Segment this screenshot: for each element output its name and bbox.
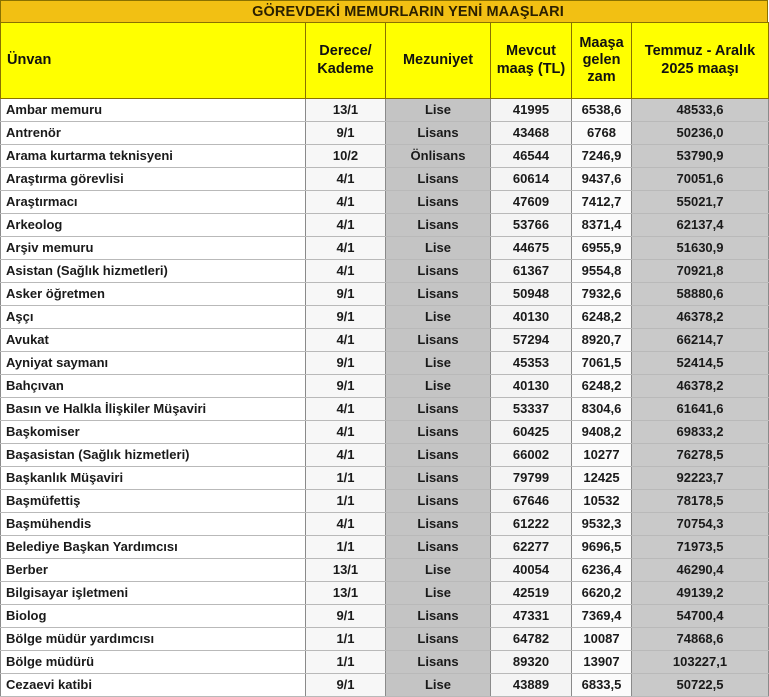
cell-yeni-maas: 71973,5 [632, 536, 769, 559]
cell-mevcut-maas: 44675 [491, 237, 572, 260]
table-row [1, 444, 769, 467]
cell-maasa-gelen-zam: 6620,2 [572, 582, 632, 605]
cell-maasa-gelen-zam: 7246,9 [572, 145, 632, 168]
table-row [1, 283, 769, 306]
table-row [1, 375, 769, 398]
cell-maasa-gelen-zam: 9554,8 [572, 260, 632, 283]
column-header-maasa-gelen-zam: Maaşa gelen zam [572, 23, 632, 99]
cell-maasa-gelen-zam: 6955,9 [572, 237, 632, 260]
cell-maasa-gelen-zam: 6768 [572, 122, 632, 145]
cell-mezuniyet: Lise [386, 306, 491, 329]
cell-unvan: Bölge müdür yardımcısı [1, 628, 306, 651]
cell-derece-kademe: 4/1 [306, 214, 386, 237]
cell-maasa-gelen-zam: 6833,5 [572, 674, 632, 697]
cell-derece-kademe: 4/1 [306, 191, 386, 214]
cell-derece-kademe: 13/1 [306, 99, 386, 122]
cell-yeni-maas: 74868,6 [632, 628, 769, 651]
cell-mevcut-maas: 47331 [491, 605, 572, 628]
cell-derece-kademe: 4/1 [306, 513, 386, 536]
cell-unvan: Araştırma görevlisi [1, 168, 306, 191]
cell-mezuniyet: Önlisans [386, 145, 491, 168]
cell-mezuniyet: Lisans [386, 536, 491, 559]
cell-unvan: Cezaevi katibi [1, 674, 306, 697]
cell-mezuniyet: Lisans [386, 260, 491, 283]
cell-mevcut-maas: 67646 [491, 490, 572, 513]
table-row [1, 214, 769, 237]
cell-mezuniyet: Lisans [386, 421, 491, 444]
cell-maasa-gelen-zam: 7412,7 [572, 191, 632, 214]
cell-maasa-gelen-zam: 6248,2 [572, 375, 632, 398]
cell-mezuniyet: Lisans [386, 444, 491, 467]
cell-mevcut-maas: 42519 [491, 582, 572, 605]
cell-yeni-maas: 50236,0 [632, 122, 769, 145]
cell-unvan: Antrenör [1, 122, 306, 145]
cell-mezuniyet: Lisans [386, 605, 491, 628]
table-row [1, 168, 769, 191]
header-row [1, 23, 769, 99]
cell-mezuniyet: Lisans [386, 398, 491, 421]
cell-yeni-maas: 92223,7 [632, 467, 769, 490]
cell-yeni-maas: 51630,9 [632, 237, 769, 260]
cell-mevcut-maas: 60425 [491, 421, 572, 444]
table-header [1, 23, 769, 99]
cell-derece-kademe: 1/1 [306, 628, 386, 651]
cell-yeni-maas: 55021,7 [632, 191, 769, 214]
cell-unvan: Başasistan (Sağlık hizmetleri) [1, 444, 306, 467]
table-row [1, 628, 769, 651]
cell-maasa-gelen-zam: 8304,6 [572, 398, 632, 421]
cell-derece-kademe: 1/1 [306, 651, 386, 674]
table-title-bar [0, 0, 768, 22]
cell-mezuniyet: Lise [386, 674, 491, 697]
cell-derece-kademe: 9/1 [306, 283, 386, 306]
cell-mevcut-maas: 40054 [491, 559, 572, 582]
cell-derece-kademe: 1/1 [306, 467, 386, 490]
cell-mevcut-maas: 61367 [491, 260, 572, 283]
cell-maasa-gelen-zam: 7369,4 [572, 605, 632, 628]
cell-yeni-maas: 54700,4 [632, 605, 769, 628]
cell-mevcut-maas: 79799 [491, 467, 572, 490]
cell-unvan: Başmüfettiş [1, 490, 306, 513]
cell-mevcut-maas: 40130 [491, 375, 572, 398]
cell-derece-kademe: 13/1 [306, 582, 386, 605]
cell-unvan: Arama kurtarma teknisyeni [1, 145, 306, 168]
column-header-derece-kademe: Derece/ Kademe [306, 23, 386, 99]
table-row [1, 122, 769, 145]
cell-yeni-maas: 48533,6 [632, 99, 769, 122]
cell-yeni-maas: 70754,3 [632, 513, 769, 536]
cell-derece-kademe: 13/1 [306, 559, 386, 582]
cell-mezuniyet: Lise [386, 352, 491, 375]
cell-mevcut-maas: 46544 [491, 145, 572, 168]
table-row [1, 145, 769, 168]
cell-yeni-maas: 46378,2 [632, 375, 769, 398]
cell-unvan: Berber [1, 559, 306, 582]
cell-mezuniyet: Lisans [386, 329, 491, 352]
cell-yeni-maas: 46378,2 [632, 306, 769, 329]
cell-mezuniyet: Lise [386, 559, 491, 582]
cell-unvan: Başkanlık Müşaviri [1, 467, 306, 490]
cell-maasa-gelen-zam: 6538,6 [572, 99, 632, 122]
cell-yeni-maas: 52414,5 [632, 352, 769, 375]
cell-mevcut-maas: 50948 [491, 283, 572, 306]
cell-mezuniyet: Lisans [386, 513, 491, 536]
cell-mevcut-maas: 53766 [491, 214, 572, 237]
cell-unvan: Ayniyat saymanı [1, 352, 306, 375]
cell-mevcut-maas: 61222 [491, 513, 572, 536]
cell-yeni-maas: 70051,6 [632, 168, 769, 191]
cell-mezuniyet: Lisans [386, 168, 491, 191]
cell-yeni-maas: 69833,2 [632, 421, 769, 444]
cell-unvan: Ambar memuru [1, 99, 306, 122]
cell-maasa-gelen-zam: 9408,2 [572, 421, 632, 444]
cell-mezuniyet: Lisans [386, 651, 491, 674]
cell-maasa-gelen-zam: 9532,3 [572, 513, 632, 536]
cell-yeni-maas: 103227,1 [632, 651, 769, 674]
column-header-temmuz-aralik: Temmuz - Aralık 2025 maaşı [632, 23, 769, 99]
table-row [1, 260, 769, 283]
cell-derece-kademe: 4/1 [306, 168, 386, 191]
cell-unvan: Aşçı [1, 306, 306, 329]
cell-unvan: Basın ve Halkla İlişkiler Müşaviri [1, 398, 306, 421]
cell-yeni-maas: 78178,5 [632, 490, 769, 513]
cell-derece-kademe: 4/1 [306, 444, 386, 467]
cell-maasa-gelen-zam: 9696,5 [572, 536, 632, 559]
cell-maasa-gelen-zam: 6236,4 [572, 559, 632, 582]
table-row [1, 306, 769, 329]
cell-mevcut-maas: 41995 [491, 99, 572, 122]
cell-derece-kademe: 9/1 [306, 674, 386, 697]
cell-maasa-gelen-zam: 6248,2 [572, 306, 632, 329]
cell-derece-kademe: 9/1 [306, 352, 386, 375]
cell-yeni-maas: 62137,4 [632, 214, 769, 237]
cell-unvan: Biolog [1, 605, 306, 628]
cell-yeni-maas: 46290,4 [632, 559, 769, 582]
table-row [1, 421, 769, 444]
cell-derece-kademe: 9/1 [306, 375, 386, 398]
cell-unvan: Arkeolog [1, 214, 306, 237]
table-row [1, 99, 769, 122]
cell-mezuniyet: Lise [386, 375, 491, 398]
cell-mezuniyet: Lisans [386, 214, 491, 237]
cell-unvan: Avukat [1, 329, 306, 352]
cell-mezuniyet: Lise [386, 99, 491, 122]
table-row [1, 674, 769, 697]
cell-unvan: Bilgisayar işletmeni [1, 582, 306, 605]
column-header-mevcut-maas: Mevcut maaş (TL) [491, 23, 572, 99]
column-header-unvan: Ünvan [1, 23, 306, 99]
cell-maasa-gelen-zam: 9437,6 [572, 168, 632, 191]
table-row [1, 398, 769, 421]
table-row [1, 490, 769, 513]
table-row [1, 191, 769, 214]
table-row [1, 237, 769, 260]
table-row [1, 513, 769, 536]
table-row [1, 467, 769, 490]
cell-mevcut-maas: 40130 [491, 306, 572, 329]
cell-mevcut-maas: 43468 [491, 122, 572, 145]
cell-maasa-gelen-zam: 13907 [572, 651, 632, 674]
cell-unvan: Başmühendis [1, 513, 306, 536]
cell-unvan: Belediye Başkan Yardımcısı [1, 536, 306, 559]
cell-derece-kademe: 1/1 [306, 490, 386, 513]
cell-unvan: Arşiv memuru [1, 237, 306, 260]
table-row [1, 651, 769, 674]
cell-mevcut-maas: 62277 [491, 536, 572, 559]
cell-derece-kademe: 9/1 [306, 122, 386, 145]
cell-unvan: Araştırmacı [1, 191, 306, 214]
cell-yeni-maas: 61641,6 [632, 398, 769, 421]
cell-mezuniyet: Lisans [386, 191, 491, 214]
table-row [1, 536, 769, 559]
cell-derece-kademe: 1/1 [306, 536, 386, 559]
cell-maasa-gelen-zam: 8371,4 [572, 214, 632, 237]
cell-unvan: Başkomiser [1, 421, 306, 444]
table-row [1, 605, 769, 628]
salary-table [0, 22, 769, 697]
cell-mevcut-maas: 43889 [491, 674, 572, 697]
cell-unvan: Bölge müdürü [1, 651, 306, 674]
cell-mezuniyet: Lisans [386, 122, 491, 145]
cell-mezuniyet: Lisans [386, 490, 491, 513]
cell-mezuniyet: Lise [386, 582, 491, 605]
cell-maasa-gelen-zam: 10087 [572, 628, 632, 651]
cell-derece-kademe: 4/1 [306, 237, 386, 260]
cell-unvan: Asker öğretmen [1, 283, 306, 306]
cell-maasa-gelen-zam: 7061,5 [572, 352, 632, 375]
cell-maasa-gelen-zam: 7932,6 [572, 283, 632, 306]
cell-yeni-maas: 58880,6 [632, 283, 769, 306]
table-row [1, 352, 769, 375]
cell-mevcut-maas: 89320 [491, 651, 572, 674]
table-row [1, 582, 769, 605]
cell-maasa-gelen-zam: 10277 [572, 444, 632, 467]
table-body [1, 99, 769, 697]
cell-yeni-maas: 70921,8 [632, 260, 769, 283]
cell-mevcut-maas: 64782 [491, 628, 572, 651]
cell-mevcut-maas: 47609 [491, 191, 572, 214]
cell-mezuniyet: Lisans [386, 628, 491, 651]
cell-yeni-maas: 76278,5 [632, 444, 769, 467]
cell-yeni-maas: 49139,2 [632, 582, 769, 605]
cell-maasa-gelen-zam: 8920,7 [572, 329, 632, 352]
cell-derece-kademe: 9/1 [306, 306, 386, 329]
cell-mevcut-maas: 53337 [491, 398, 572, 421]
cell-derece-kademe: 4/1 [306, 398, 386, 421]
cell-derece-kademe: 10/2 [306, 145, 386, 168]
cell-mevcut-maas: 45353 [491, 352, 572, 375]
column-header-mezuniyet: Mezuniyet [386, 23, 491, 99]
table-row [1, 329, 769, 352]
cell-mezuniyet: Lisans [386, 467, 491, 490]
cell-mevcut-maas: 57294 [491, 329, 572, 352]
cell-derece-kademe: 4/1 [306, 329, 386, 352]
cell-maasa-gelen-zam: 10532 [572, 490, 632, 513]
cell-yeni-maas: 50722,5 [632, 674, 769, 697]
cell-derece-kademe: 4/1 [306, 260, 386, 283]
cell-yeni-maas: 53790,9 [632, 145, 769, 168]
cell-mezuniyet: Lisans [386, 283, 491, 306]
cell-derece-kademe: 9/1 [306, 605, 386, 628]
table-row [1, 559, 769, 582]
cell-yeni-maas: 66214,7 [632, 329, 769, 352]
cell-mevcut-maas: 60614 [491, 168, 572, 191]
cell-unvan: Asistan (Sağlık hizmetleri) [1, 260, 306, 283]
cell-mezuniyet: Lise [386, 237, 491, 260]
cell-mevcut-maas: 66002 [491, 444, 572, 467]
cell-maasa-gelen-zam: 12425 [572, 467, 632, 490]
cell-unvan: Bahçıvan [1, 375, 306, 398]
cell-derece-kademe: 4/1 [306, 421, 386, 444]
page-title: GÖREVDEKİ MEMURLARIN YENİ MAAŞLARI [252, 3, 564, 20]
